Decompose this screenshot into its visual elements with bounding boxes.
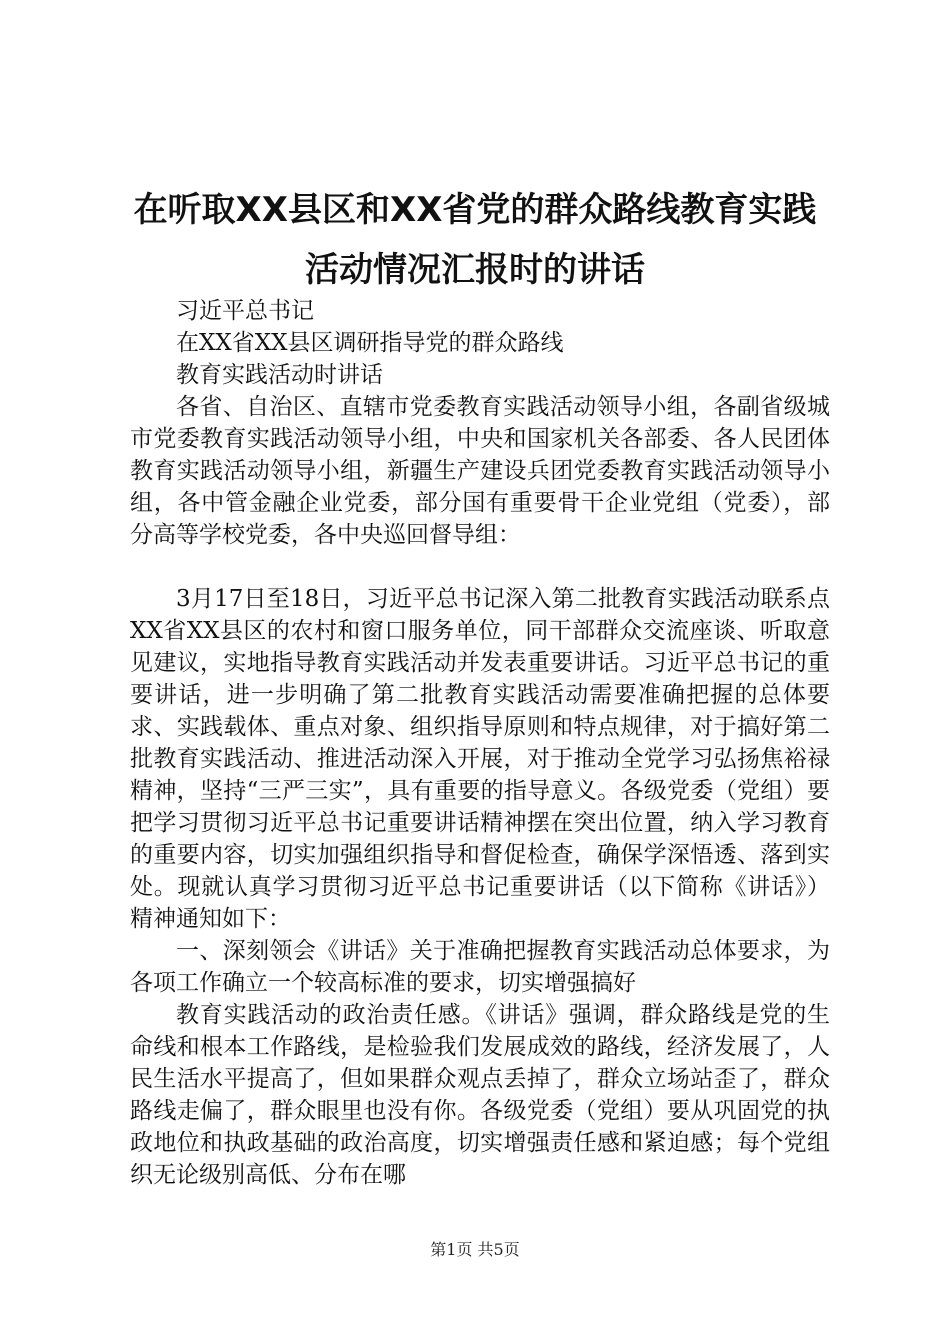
paragraph-section-1: 一、深刻领会《讲话》关于准确把握教育实践活动总体要求，为各项工作确立一个较高标准的要求，切实增强搞好 xyxy=(130,938,830,996)
paragraph-section-1-continued: 教育实践活动的政治责任感。《讲话》强调，群众路线是党的生命线和根本工作路线，是检验我们发展成效的路线，经济发展了，人民生活水平提高了，但如果群众观点丢掉了，群众立场站歪了，群众路线走偏了，群众眼里也没有你。各级党委（党组）要从巩固党的执政地位和执政基础的政治高度，切实增强责任感和紧迫感；每个党组织无论级别高低、分布在哪 xyxy=(130,1002,830,1188)
document-body xyxy=(130,295,830,1191)
paragraph-main: 3月17日至18日，习近平总书记深入第二批教育实践活动联系点XX省XX县区的农村和窗口服务单位，同干部群众交流座谈、听取意见建议，实地指导教育实践活动并发表重要讲话。习近平总书记的重要讲话，进一步明确了第二批教育实践活动需要准确把握的总体要求、实践载体、重点对象、组织指导原则和特点规律，对于搞好第二批教育实践活动、推进活动深入开展，对于推动全党学习弘扬焦裕禄精神，坚持“三严三实”，具有重要的指导意义。各级党委（党组）要把学习贯彻习近平总书记重要讲话精神摆在突出位置，纳入学习教育的重要内容，切实加强组织指导和督促检查，确保学深悟透、落到实处。现就认真学习贯彻习近平总书记重要讲话（以下简称《讲话》）精神通知如下： xyxy=(130,586,830,932)
page-number-footer: 第1页 共5页 xyxy=(430,1240,520,1259)
subtitle-line-1: 习近平总书记 xyxy=(176,298,314,324)
document-title-line-2: 活动情况汇报时的讲话 xyxy=(305,250,645,290)
paragraph-addressees: 各省、自治区、直辖市党委教育实践活动领导小组，各副省级城市党委教育实践活动领导小组，中央和国家机关各部委、各人民团体教育实践活动领导小组，新疆生产建设兵团党委教育实践活动领导小组，各中管金融企业党委，部分国有重要骨干企业党组（党委），部分高等学校党委，各中央巡回督导组： xyxy=(130,394,830,548)
subtitle-line-2: 在XX省XX县区调研指导党的群众路线 xyxy=(176,330,564,356)
document-title-line-1: 在听取XX县区和XX省党的群众路线教育实践 xyxy=(133,190,817,230)
subtitle-line-3: 教育实践活动时讲话 xyxy=(176,362,383,388)
paragraph-spacer xyxy=(130,551,830,583)
